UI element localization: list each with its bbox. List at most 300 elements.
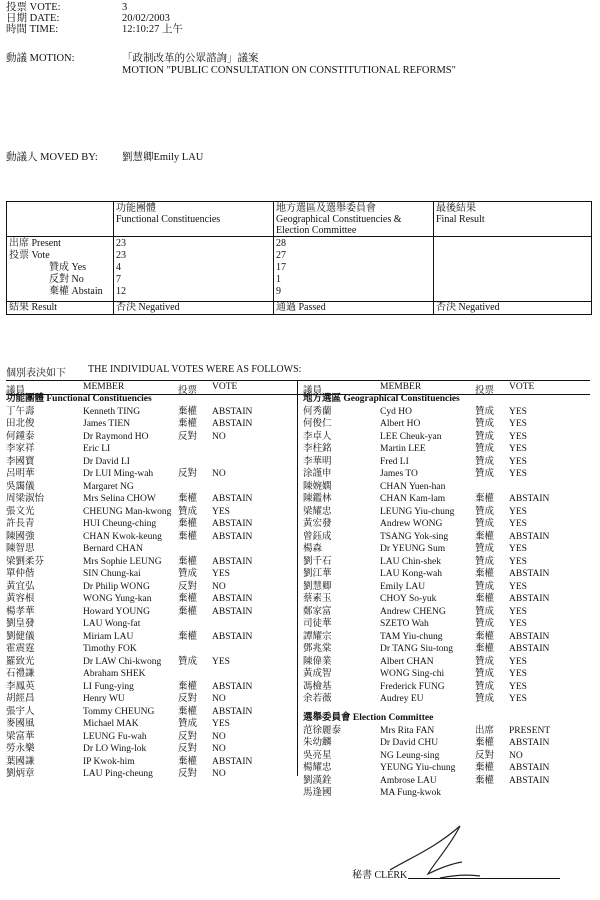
geographical-row (303, 668, 593, 681)
member-name: YEUNG Yiu-chung (380, 763, 456, 774)
vote-value: ABSTAIN (212, 606, 253, 617)
member-name: Albert HO (380, 419, 421, 430)
geographical-row (303, 406, 593, 419)
table-divider (433, 202, 434, 314)
vote-zh: 棄權 (475, 738, 495, 749)
vote-zh: 贊成 (475, 506, 495, 517)
member-name: Howard YOUNG (83, 606, 150, 617)
member-name-zh: 鄭家富 (303, 606, 332, 617)
vote-zh: 反對 (475, 750, 495, 761)
member-name: MA Fung-kwok (380, 788, 441, 799)
member-name: TAM Yiu-chung (380, 631, 443, 642)
member-name: TSANG Yok-sing (380, 531, 449, 542)
gc-no: 1 (276, 274, 281, 285)
time-value: 12:10:27 上午 (122, 24, 183, 35)
member-name-zh: 陳鑑林 (303, 494, 332, 505)
vote-zh: 棄權 (178, 631, 198, 642)
functional-list (6, 382, 296, 781)
row-label-vote: 投票 Vote (9, 250, 50, 261)
row-label-yes: 贊成 Yes (49, 262, 87, 273)
member-name: CHAN Yuen-han (380, 481, 446, 492)
vote-zh: 贊成 (475, 581, 495, 592)
member-name: Emily LAU (380, 581, 426, 592)
header-vote: VOTE (509, 382, 535, 392)
gc-present: 28 (276, 238, 286, 249)
member-name-zh: 梁富華 (6, 731, 35, 742)
vote-value: ABSTAIN (212, 631, 253, 642)
member-name: LEUNG Fu-wah (83, 731, 147, 742)
vote-value: YES (509, 469, 527, 480)
member-name: Bernard CHAN (83, 544, 143, 555)
functional-row (6, 706, 296, 719)
vote-value: YES (509, 444, 527, 455)
member-name-zh: 黃容根 (6, 594, 35, 605)
vote-value: YES (509, 581, 527, 592)
functional-row (6, 643, 296, 656)
table-divider (113, 202, 114, 314)
member-name-zh: 劉健儀 (6, 631, 35, 642)
vote-zh: 贊成 (178, 656, 198, 667)
member-name-zh: 陳國強 (6, 531, 35, 542)
member-name: Eric LI (83, 444, 111, 455)
member-name: Mrs Selina CHOW (83, 494, 156, 505)
individual-votes-intro-en: THE INDIVIDUAL VOTES WERE AS FOLLOWS: (88, 364, 302, 375)
vote-value: NO (509, 750, 523, 761)
member-name: Margaret NG (83, 481, 134, 492)
member-name-zh: 葉國謙 (6, 756, 35, 767)
fc-abstain: 12 (116, 286, 126, 297)
vote-value: ABSTAIN (509, 644, 550, 655)
motion-title-zh: 「政制改革的公眾諮詢」議案 (122, 53, 259, 64)
member-name: Dr Philip WONG (83, 581, 150, 592)
member-name-zh: 單仲偕 (6, 569, 35, 580)
vote-zh: 贊成 (475, 656, 495, 667)
vote-zh: 棄權 (178, 494, 198, 505)
functional-row (6, 668, 296, 681)
vote-value: ABSTAIN (509, 594, 550, 605)
vote-zh: 反對 (178, 744, 198, 755)
geographical-row (303, 693, 593, 706)
member-name: CHAN Kwok-keung (83, 531, 162, 542)
geographical-row (303, 468, 593, 481)
geographical-row (303, 543, 593, 556)
member-name: Dr YEUNG Sum (380, 544, 446, 555)
member-name-zh: 吳亮星 (303, 750, 332, 761)
gc-result: 通過 Passed (276, 302, 326, 313)
vote-zh: 反對 (178, 694, 198, 705)
vote-zh: 棄權 (475, 594, 495, 605)
member-name-zh: 陳偉業 (303, 656, 332, 667)
member-name: Dr LUI Ming-wah (83, 469, 154, 480)
vote-value: YES (212, 569, 230, 580)
member-name: SZETO Wah (380, 619, 429, 630)
vote-value: ABSTAIN (212, 681, 253, 692)
vote-value: YES (509, 669, 527, 680)
functional-row (6, 418, 296, 431)
member-name-zh: 楊森 (303, 544, 323, 555)
geographical-row (303, 556, 593, 569)
vote-value: ABSTAIN (212, 706, 253, 717)
vote-zh: 棄權 (178, 756, 198, 767)
vote-zh: 贊成 (475, 469, 495, 480)
member-name: Michael MAK (83, 719, 139, 730)
fc-no: 7 (116, 274, 121, 285)
geographical-row (303, 631, 593, 644)
member-name-zh: 周梁淑怡 (6, 494, 45, 505)
vote-zh: 贊成 (475, 519, 495, 530)
list-header (6, 382, 296, 394)
functional-row (6, 618, 296, 631)
vote-value: ABSTAIN (509, 631, 550, 642)
member-name-zh: 梁劉柔芬 (6, 556, 45, 567)
member-name: Timothy FOK (83, 644, 137, 655)
geographical-row (303, 481, 593, 494)
vote-value: NO (212, 469, 226, 480)
vote-zh: 贊成 (475, 431, 495, 442)
member-name-zh: 蔡素玉 (303, 594, 332, 605)
vote-value: NO (212, 769, 226, 780)
member-name-zh: 馬逢國 (303, 788, 332, 799)
geographical-row (303, 531, 593, 544)
member-name-zh: 劉漢銓 (303, 775, 332, 786)
vote-value: YES (212, 656, 230, 667)
vote-value: YES (509, 406, 527, 417)
functional-row (6, 743, 296, 756)
functional-row (6, 756, 296, 769)
member-name: CHEUNG Man-kwong (83, 506, 172, 517)
header-member-zh: 議員 (6, 386, 26, 396)
col-fc-en: Functional Constituencies (116, 214, 221, 225)
functional-row (6, 518, 296, 531)
member-name-zh: 劉皇發 (6, 619, 35, 630)
member-name: LAU Chin-shek (380, 556, 441, 567)
row-label-no: 反對 No (49, 274, 84, 285)
member-name: Martin LEE (380, 444, 426, 455)
table-divider (7, 236, 591, 237)
election-row (303, 750, 593, 763)
vote-value: ABSTAIN (212, 531, 253, 542)
functional-row (6, 468, 296, 481)
vote-zh: 棄權 (178, 706, 198, 717)
member-name: IP Kwok-him (83, 756, 135, 767)
header-vote: VOTE (212, 382, 238, 392)
member-name-zh: 許長青 (6, 519, 35, 530)
member-name: Frederick FUNG (380, 681, 445, 692)
gc-vote: 27 (276, 250, 286, 261)
functional-row (6, 581, 296, 594)
member-name-zh: 黃成智 (303, 669, 332, 680)
vote-zh: 反對 (178, 731, 198, 742)
vote-zh: 棄權 (475, 775, 495, 786)
vote-zh: 反對 (178, 431, 198, 442)
member-name-zh: 李卓人 (303, 431, 332, 442)
election-row (303, 775, 593, 788)
member-name: Cyd HO (380, 406, 412, 417)
functional-row (6, 606, 296, 619)
member-name-zh: 黃宜弘 (6, 581, 35, 592)
election-row (303, 737, 593, 750)
member-name: LAU Kong-wah (380, 569, 443, 580)
member-name-zh: 楊孝華 (6, 606, 35, 617)
geographical-row (303, 493, 593, 506)
vote-zh: 棄權 (178, 406, 198, 417)
functional-row (6, 731, 296, 744)
member-name-zh: 丁午壽 (6, 406, 35, 417)
list-top-rule (6, 380, 590, 381)
member-name-zh: 李鳳英 (6, 681, 35, 692)
functional-section-title: 功能團體 Functional Constituencies (6, 394, 152, 404)
vote-zh: 贊成 (475, 606, 495, 617)
member-name-zh: 譚耀宗 (303, 631, 332, 642)
member-name: NG Leung-sing (380, 750, 440, 761)
functional-row (6, 531, 296, 544)
vote-label: 投票 VOTE: (6, 2, 61, 13)
vote-value: YES (509, 606, 527, 617)
member-name-zh: 羅致光 (6, 656, 35, 667)
election-section-title: 選舉委員會 Election Committee (303, 712, 434, 723)
vote-zh: 棄權 (178, 594, 198, 605)
vote-zh: 贊成 (475, 556, 495, 567)
member-name: LI Fung-ying (83, 681, 134, 692)
vote-zh: 棄權 (178, 531, 198, 542)
vote-value: YES (509, 556, 527, 567)
motion-label: 動議 MOTION: (6, 53, 75, 64)
geographical-row (303, 456, 593, 469)
member-name-zh: 呂明華 (6, 469, 35, 480)
table-divider (273, 202, 274, 314)
member-name-zh: 張宇人 (6, 706, 35, 717)
member-name: Kenneth TING (83, 406, 141, 417)
member-name: LAU Ping-cheung (83, 769, 153, 780)
vote-value: YES (509, 681, 527, 692)
final-result: 否決 Negatived (436, 302, 500, 313)
functional-row (6, 456, 296, 469)
geographical-row (303, 506, 593, 519)
geographical-row (303, 518, 593, 531)
member-name: Andrew CHENG (380, 606, 446, 617)
vote-zh: 反對 (178, 769, 198, 780)
member-name: James TO (380, 469, 418, 480)
member-name: LEE Cheuk-yan (380, 431, 442, 442)
vote-value: NO (212, 744, 226, 755)
member-name: Dr David CHU (380, 738, 439, 749)
vote-zh: 棄權 (475, 644, 495, 655)
header-vote-zh: 投票 (475, 386, 495, 396)
member-name: Dr Raymond HO (83, 431, 149, 442)
vote-value: ABSTAIN (212, 494, 253, 505)
vote-zh: 反對 (178, 581, 198, 592)
member-name-zh: 石禮謙 (6, 669, 35, 680)
member-name-zh: 陳婉嫻 (303, 481, 332, 492)
vote-zh: 反對 (178, 469, 198, 480)
member-name: Fred LI (380, 456, 409, 467)
functional-row (6, 681, 296, 694)
functional-row (6, 768, 296, 781)
election-row (303, 762, 593, 775)
row-label-present: 出席 Present (9, 238, 61, 249)
vote-zh: 棄權 (178, 419, 198, 430)
member-name: LEUNG Yiu-chung (380, 506, 455, 517)
member-name: Albert CHAN (380, 656, 434, 667)
vote-value: ABSTAIN (509, 738, 550, 749)
vote-value: ABSTAIN (509, 775, 550, 786)
header-member-zh: 議員 (303, 386, 323, 396)
vote-zh: 贊成 (475, 419, 495, 430)
member-name: HUI Cheung-ching (83, 519, 157, 530)
vote-value: NO (212, 581, 226, 592)
member-name: SIN Chung-kai (83, 569, 141, 580)
functional-row (6, 593, 296, 606)
vote-value: ABSTAIN (212, 419, 253, 430)
vote-value: YES (509, 656, 527, 667)
member-name: Tommy CHEUNG (83, 706, 155, 717)
member-name-zh: 麥國風 (6, 719, 35, 730)
vote-value: YES (509, 619, 527, 630)
member-name: LAU Wong-fat (83, 619, 141, 630)
geographical-row (303, 643, 593, 656)
header-member: MEMBER (380, 382, 422, 392)
functional-row (6, 656, 296, 669)
vote-value: ABSTAIN (509, 763, 550, 774)
member-name: WONG Sing-chi (380, 669, 445, 680)
member-name: Miriam LAU (83, 631, 134, 642)
member-name-zh: 鄧兆棠 (303, 644, 332, 655)
vote-value: ABSTAIN (509, 494, 550, 505)
member-name-zh: 吳靄儀 (6, 481, 35, 492)
member-name-zh: 司徒華 (303, 619, 332, 630)
member-name: Mrs Sophie LEUNG (83, 556, 162, 567)
vote-zh: 出席 (475, 725, 495, 736)
geographical-row (303, 431, 593, 444)
date-value: 20/02/2003 (122, 13, 170, 24)
member-name-zh: 劉千石 (303, 556, 332, 567)
member-name-zh: 何俊仁 (303, 419, 332, 430)
member-name-zh: 涂謹申 (303, 469, 332, 480)
vote-zh: 贊成 (178, 506, 198, 517)
vote-zh: 棄權 (178, 556, 198, 567)
vote-value: YES (509, 431, 527, 442)
functional-row (6, 506, 296, 519)
mover-label: 動議人 MOVED BY: (6, 152, 98, 163)
member-name-zh: 何鍾泰 (6, 431, 35, 442)
gc-abstain: 9 (276, 286, 281, 297)
member-name-zh: 胡經昌 (6, 694, 35, 705)
functional-row (6, 693, 296, 706)
vote-value: NO (212, 731, 226, 742)
individual-votes-intro-zh: 個別表決如下 (6, 368, 66, 379)
clerk-signature (380, 818, 500, 888)
member-name: CHAN Kam-lam (380, 494, 446, 505)
vote-zh: 贊成 (475, 681, 495, 692)
column-divider (297, 380, 298, 776)
functional-row (6, 631, 296, 644)
member-name-zh: 劉慧卿 (303, 581, 332, 592)
vote-value: YES (509, 419, 527, 430)
header-vote-zh: 投票 (178, 386, 198, 396)
member-name: Dr LO Wing-lok (83, 744, 147, 755)
vote-value: YES (509, 519, 527, 530)
member-name: WONG Yung-kan (83, 594, 152, 605)
geographical-row (303, 606, 593, 619)
vote-zh: 贊成 (475, 619, 495, 630)
functional-row (6, 406, 296, 419)
row-label-result: 結果 Result (9, 302, 58, 313)
list-header (303, 382, 593, 394)
member-name-zh: 勞永樂 (6, 744, 35, 755)
vote-zh: 贊成 (475, 456, 495, 467)
vote-zh: 棄權 (475, 569, 495, 580)
geographical-row (303, 681, 593, 694)
gc-yes: 17 (276, 262, 286, 273)
member-name: James TIEN (83, 419, 131, 430)
vote-value: YES (509, 506, 527, 517)
geographical-row (303, 656, 593, 669)
fc-yes: 4 (116, 262, 121, 273)
vote-value: NO (212, 431, 226, 442)
member-name-zh: 陳智思 (6, 544, 35, 555)
member-name-zh: 梁耀忠 (303, 506, 332, 517)
member-name-zh: 范徐麗泰 (303, 725, 342, 736)
geographical-row (303, 568, 593, 581)
functional-row (6, 543, 296, 556)
geographical-row (303, 443, 593, 456)
member-name: CHOY So-yuk (380, 594, 437, 605)
geographical-row (303, 593, 593, 606)
vote-zh: 贊成 (475, 669, 495, 680)
functional-row (6, 718, 296, 731)
member-name-zh: 曾鈺成 (303, 531, 332, 542)
vote-value: YES (212, 506, 230, 517)
member-name-zh: 楊耀忠 (303, 763, 332, 774)
header-member: MEMBER (83, 382, 125, 392)
functional-row (6, 431, 296, 444)
functional-row (6, 481, 296, 494)
functional-row (6, 443, 296, 456)
vote-value: ABSTAIN (212, 756, 253, 767)
member-name: Ambrose LAU (380, 775, 437, 786)
geographical-section-title: 地方選區 Geographical Constituencies (303, 394, 460, 404)
vote-zh: 棄權 (475, 763, 495, 774)
member-name-zh: 張文光 (6, 506, 35, 517)
vote-value: YES (212, 719, 230, 730)
vote-zh: 棄權 (475, 631, 495, 642)
vote-zh: 棄權 (475, 494, 495, 505)
vote-zh: 贊成 (178, 719, 198, 730)
functional-row (6, 493, 296, 506)
vote-zh: 棄權 (178, 606, 198, 617)
col-final-zh: 最後結果 (436, 203, 476, 214)
member-name: Audrey EU (380, 694, 424, 705)
vote-value: NO (212, 694, 226, 705)
vote-zh: 贊成 (475, 444, 495, 455)
fc-result: 否決 Negatived (116, 302, 180, 313)
col-gc-en-2: Election Committee (276, 225, 357, 236)
vote-value: YES (509, 456, 527, 467)
member-name: Abraham SHEK (83, 669, 146, 680)
member-name-zh: 何秀蘭 (303, 406, 332, 417)
vote-number: 3 (122, 2, 128, 13)
member-name: Dr David LI (83, 456, 130, 467)
geographical-row (303, 418, 593, 431)
col-final-en: Final Result (436, 214, 485, 225)
vote-value: ABSTAIN (212, 519, 253, 530)
member-name-zh: 黃宏發 (303, 519, 332, 530)
vote-value: ABSTAIN (212, 556, 253, 567)
geographical-row (303, 618, 593, 631)
geographical-row (303, 581, 593, 594)
member-name-zh: 馮檢基 (303, 681, 332, 692)
vote-value: ABSTAIN (212, 406, 253, 417)
